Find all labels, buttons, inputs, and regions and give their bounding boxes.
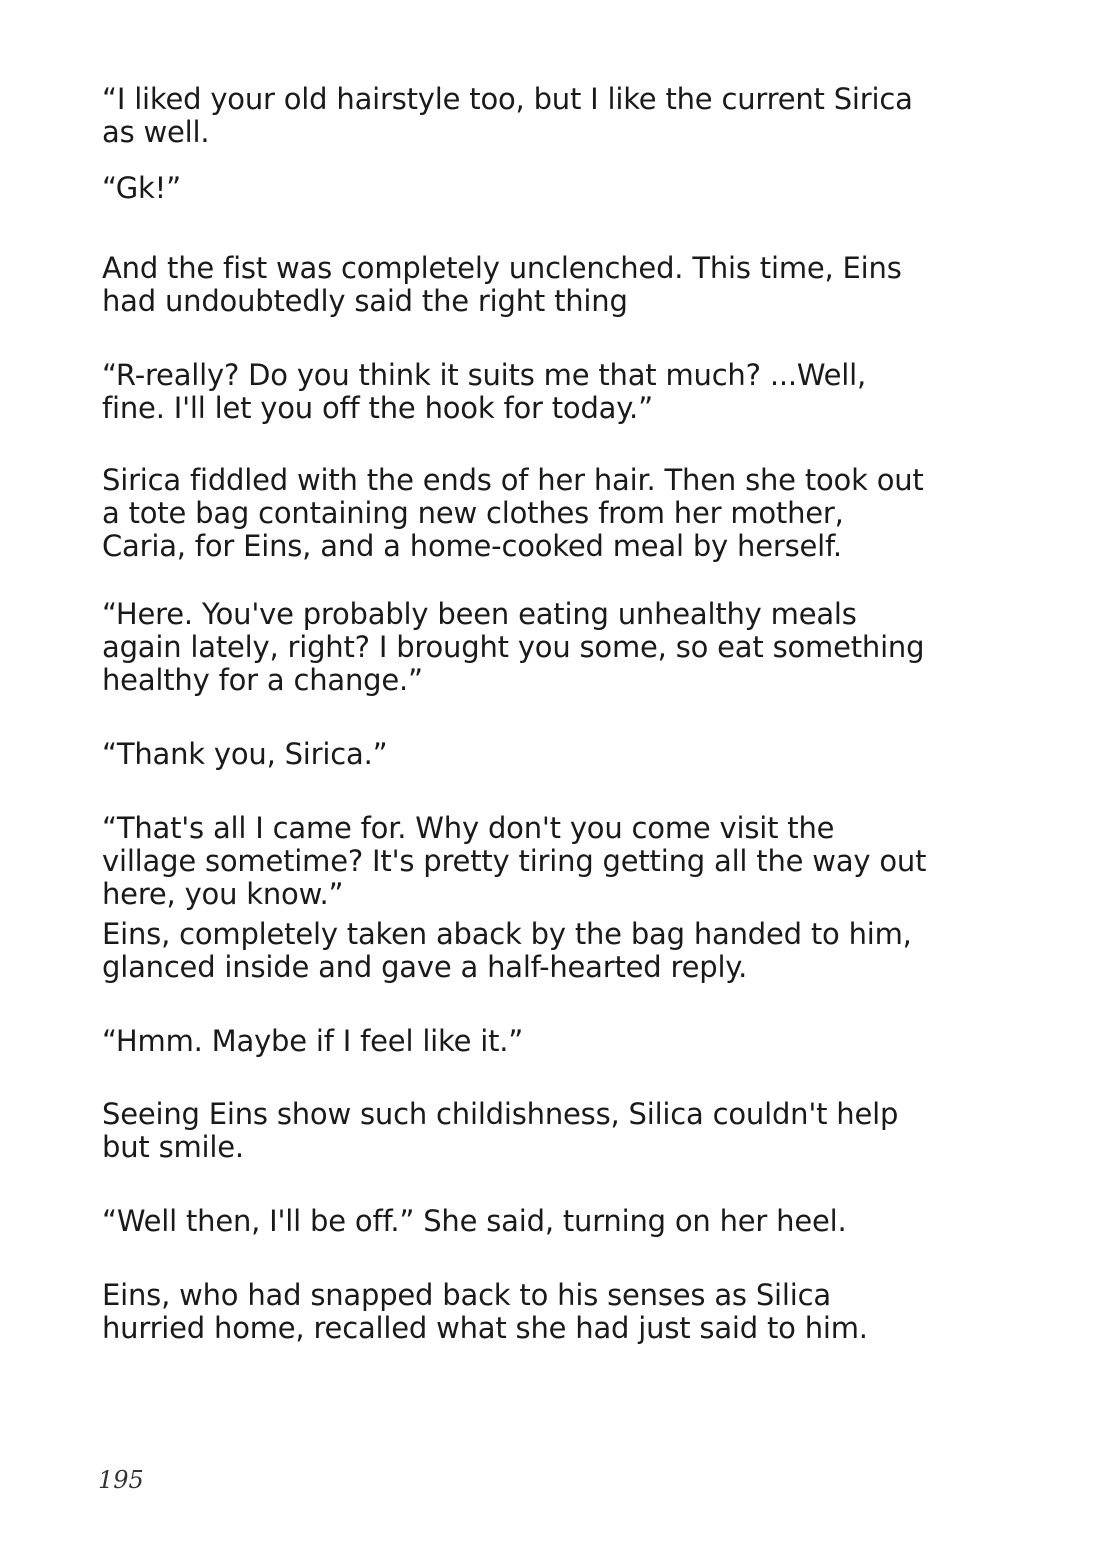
paragraph: “R-really? Do you think it suits me that much? ...Well, fine. I'll let you off the hook for today.”: [102, 358, 867, 425]
paragraph: “Thank you, Sirica.”: [102, 737, 388, 771]
paragraph: “That's all I came for. Why don't you come visit the village sometime? It's pretty tiring getting all the way out here, you know.”: [102, 811, 927, 911]
page-number: 195: [98, 1466, 144, 1494]
paragraph: “Here. You've probably been eating unhealthy meals again lately, right? I brought you some, so eat something healthy for a change.”: [102, 597, 925, 697]
paragraph: Sirica fiddled with the ends of her hair. Then she took out a tote bag containing new clothes from her mother, Caria, for Eins, and a home-cooked meal by herself.: [102, 463, 924, 563]
paragraph: Eins, who had snapped back to his senses as Silica hurried home, recalled what she had just said to him.: [102, 1278, 868, 1345]
paragraph: Eins, completely taken aback by the bag handed to him, glanced inside and gave a half-hearted reply.: [102, 917, 912, 984]
paragraph: “Well then, I'll be off.” She said, turning on her heel.: [102, 1204, 847, 1238]
paragraph: “I liked your old hairstyle too, but I like the current Sirica as well.: [102, 82, 913, 149]
paragraph: Seeing Eins show such childishness, Silica couldn't help but smile.: [102, 1097, 899, 1164]
paragraph: “Gk!”: [102, 171, 181, 205]
paragraph: “Hmm. Maybe if I feel like it.”: [102, 1024, 524, 1058]
paragraph: And the fist was completely unclenched. This time, Eins had undoubtedly said the right thing: [102, 251, 902, 318]
